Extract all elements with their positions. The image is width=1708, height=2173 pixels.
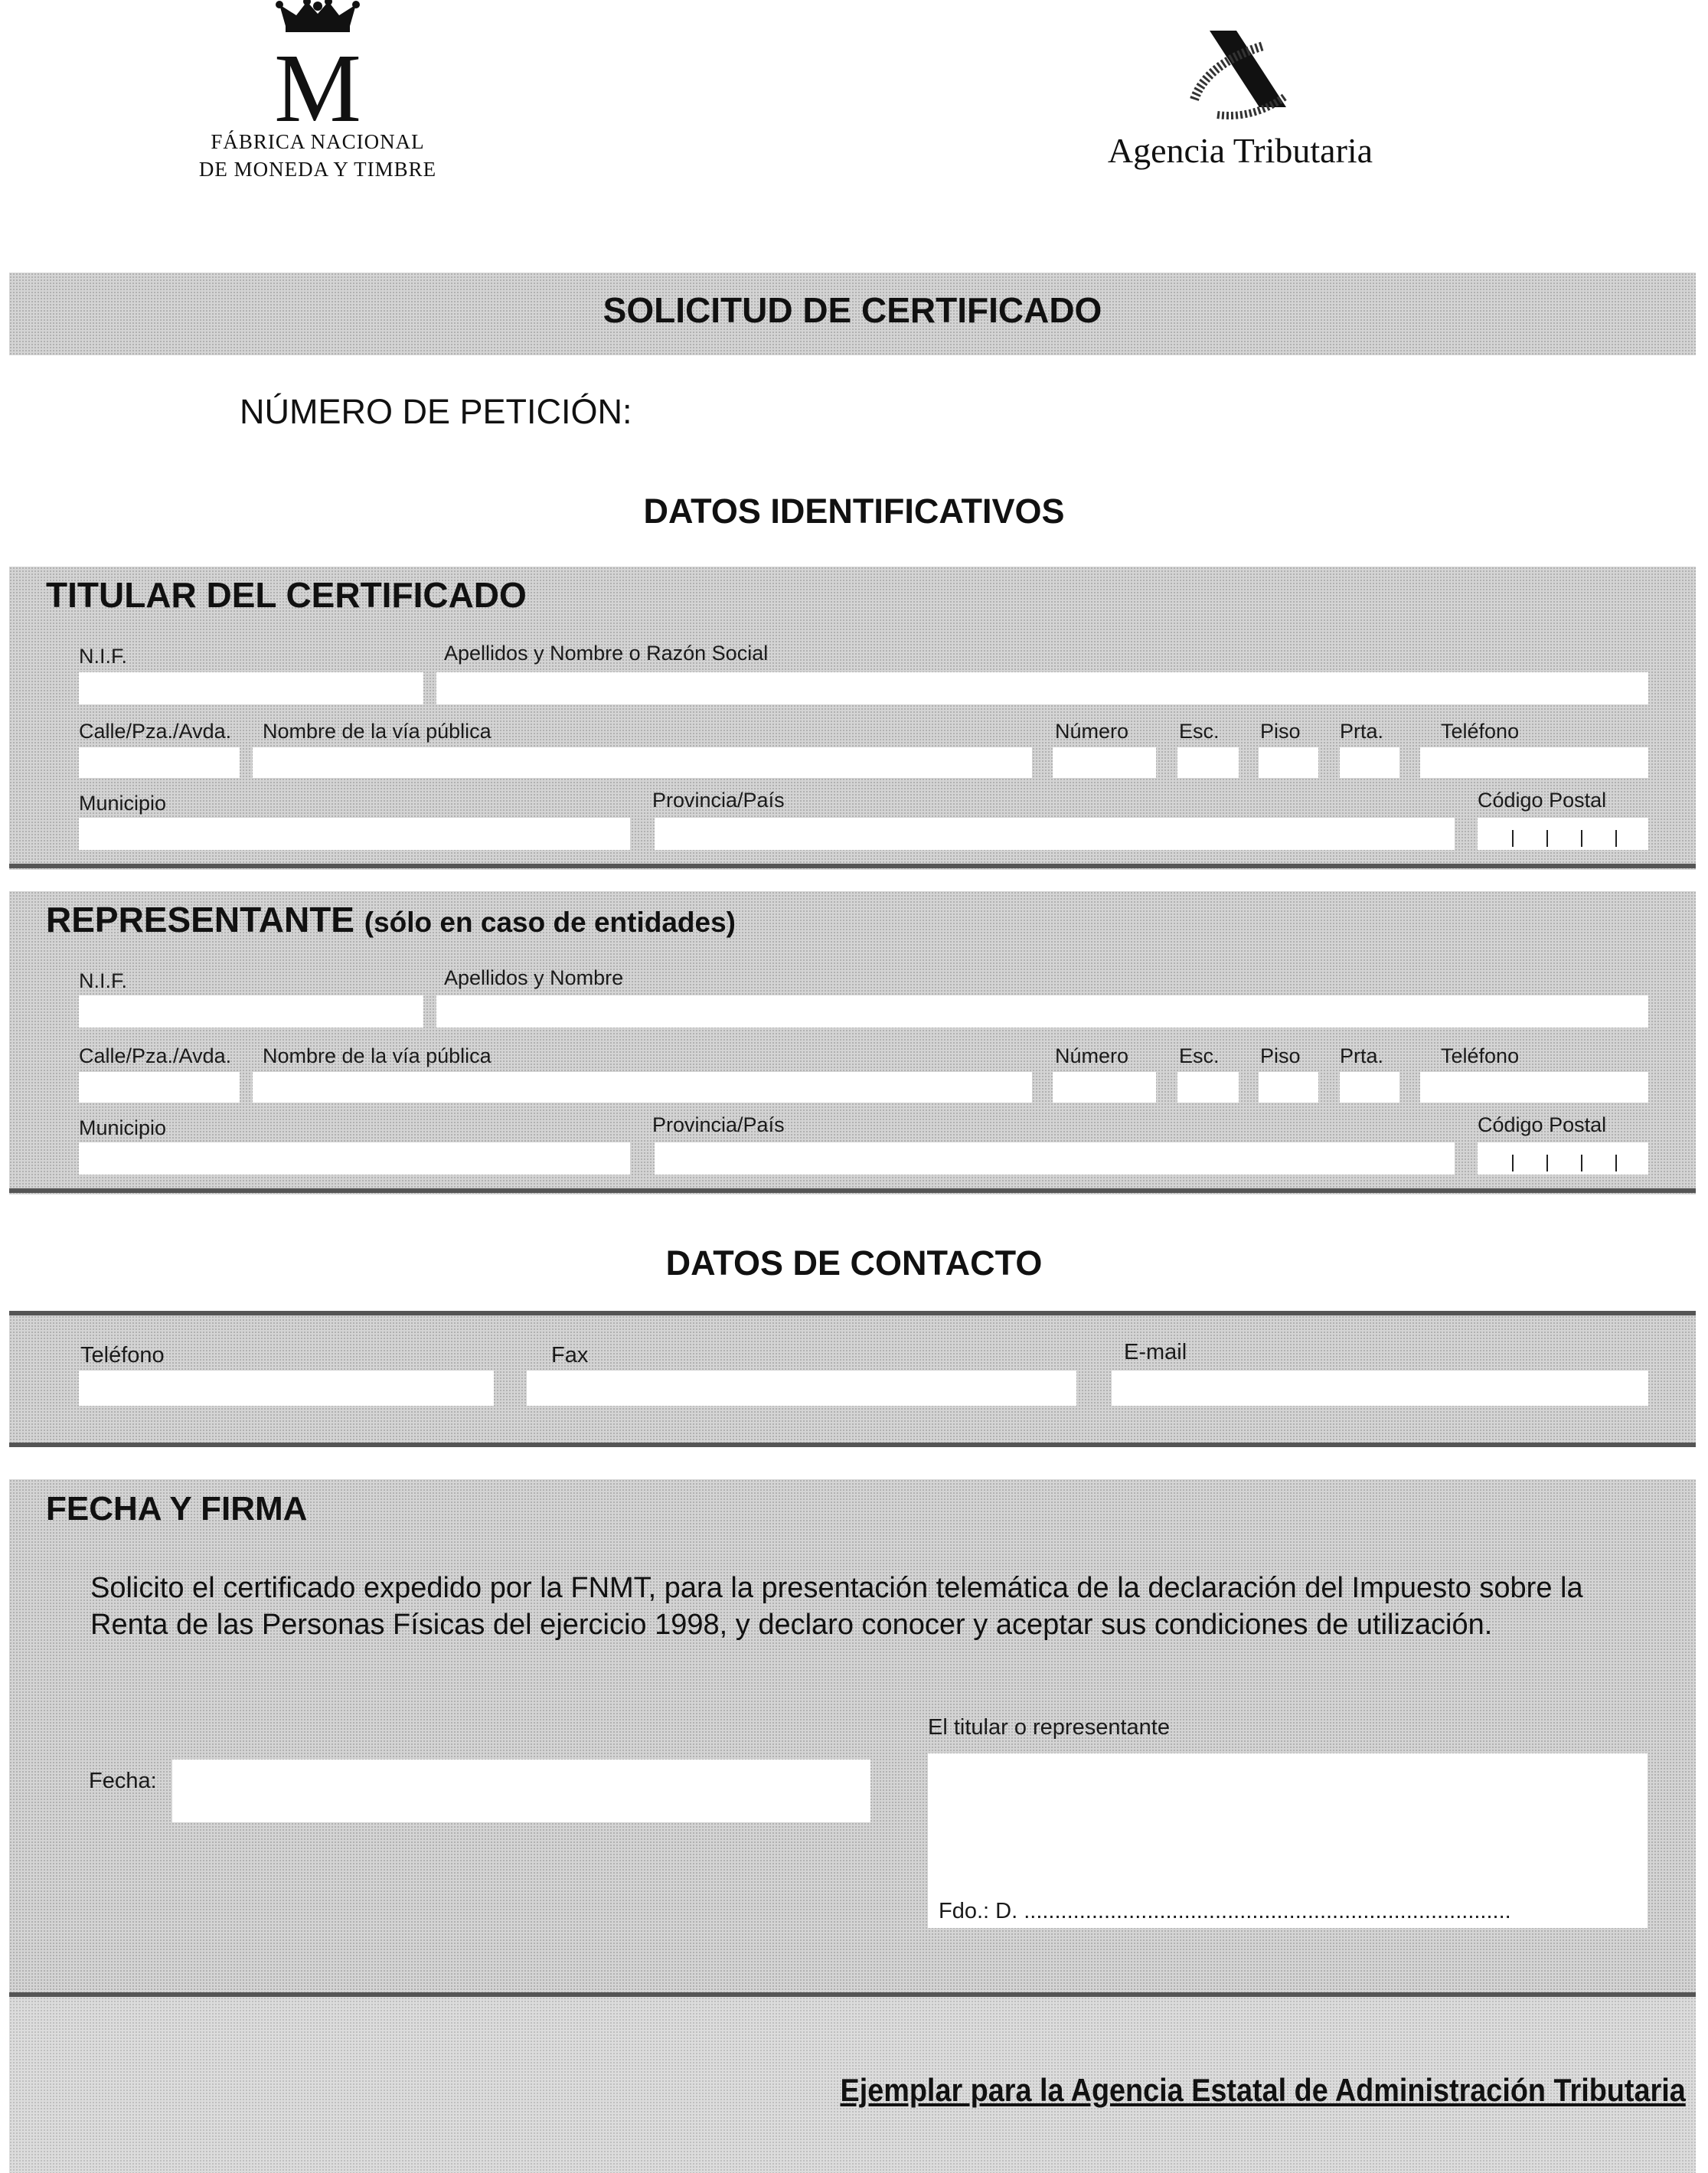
- rep-numero-label: Número: [1055, 1044, 1129, 1067]
- rep-nombre-field[interactable]: [436, 995, 1648, 1028]
- titular-via-field[interactable]: [253, 747, 1032, 778]
- contacto-bottom-rule: [9, 1443, 1696, 1447]
- fnmt-logo: [191, 0, 444, 188]
- fnmt-name-line2: DE MONEDA Y TIMBRE: [198, 158, 437, 181]
- titular-calle-field[interactable]: [79, 747, 240, 778]
- titular-bottom-rule: [9, 864, 1696, 868]
- titular-nombre-label: Apellidos y Nombre o Razón Social: [444, 642, 769, 665]
- rep-municipio-field[interactable]: [79, 1142, 630, 1175]
- datos-contacto-heading: DATOS DE CONTACTO: [665, 1243, 1043, 1283]
- titular-numero-field[interactable]: [1053, 747, 1156, 778]
- contacto-telefono-field[interactable]: [79, 1371, 494, 1406]
- titular-cp-field[interactable]: [1478, 818, 1648, 850]
- rep-numero-field[interactable]: [1053, 1072, 1156, 1103]
- aeat-name: Agencia Tributaria: [1107, 131, 1373, 170]
- rep-prta-label: Prta.: [1340, 1044, 1384, 1067]
- titular-municipio-label: Municipio: [79, 792, 167, 815]
- contacto-fax-field[interactable]: [527, 1371, 1076, 1406]
- titular-municipio-field[interactable]: [79, 818, 630, 850]
- titular-telefono-label: Teléfono: [1441, 720, 1520, 743]
- firma-fecha-field[interactable]: [172, 1760, 870, 1822]
- rep-nif-label: N.I.F.: [79, 969, 128, 992]
- datos-identificativos-heading: DATOS IDENTIFICATIVOS: [643, 492, 1065, 531]
- page-title: SOLICITUD DE CERTIFICADO: [603, 290, 1102, 330]
- rep-cp-field[interactable]: [1478, 1142, 1648, 1175]
- rep-nif-field[interactable]: [79, 995, 423, 1028]
- rep-esc-label: Esc.: [1179, 1044, 1220, 1067]
- titular-nif-label: N.I.F.: [79, 645, 128, 668]
- firma-fecha-label: Fecha:: [89, 1769, 157, 1793]
- titular-telefono-field[interactable]: [1420, 747, 1648, 778]
- contacto-fax-label: Fax: [551, 1343, 589, 1368]
- rep-telefono-label: Teléfono: [1441, 1044, 1520, 1067]
- titular-numero-label: Número: [1055, 720, 1129, 743]
- titular-provincia-label: Provincia/País: [652, 789, 785, 812]
- representante-title-main: REPRESENTANTE: [46, 900, 354, 939]
- rep-via-field[interactable]: [253, 1072, 1032, 1103]
- rep-nombre-label: Apellidos y Nombre: [444, 966, 624, 989]
- rep-piso-field[interactable]: [1259, 1072, 1318, 1103]
- titular-prta-label: Prta.: [1340, 720, 1384, 743]
- rep-provincia-field[interactable]: [655, 1142, 1455, 1175]
- titular-nombre-field[interactable]: [436, 672, 1648, 704]
- numero-peticion-label: NÚMERO DE PETICIÓN:: [240, 392, 632, 431]
- rep-esc-field[interactable]: [1177, 1072, 1239, 1103]
- titular-esc-label: Esc.: [1179, 720, 1220, 743]
- firma-fdo-label: Fdo.: D. ...............................................................................: [939, 1899, 1511, 1923]
- contacto-email-label: E-mail: [1124, 1340, 1187, 1364]
- rep-telefono-field[interactable]: [1420, 1072, 1648, 1103]
- titular-piso-label: Piso: [1260, 720, 1301, 743]
- fnmt-name-line1: FÁBRICA NACIONAL: [211, 130, 425, 153]
- representante-title: [46, 899, 736, 940]
- titular-calle-label: Calle/Pza./Avda.: [79, 720, 232, 743]
- titular-provincia-field[interactable]: [655, 818, 1455, 850]
- rep-prta-field[interactable]: [1340, 1072, 1399, 1103]
- contacto-email-field[interactable]: [1112, 1371, 1648, 1406]
- titular-nif-field[interactable]: [79, 672, 423, 704]
- rep-piso-label: Piso: [1260, 1044, 1301, 1067]
- titular-esc-field[interactable]: [1177, 747, 1239, 778]
- rep-via-label: Nombre de la vía pública: [263, 1044, 491, 1067]
- representante-subtitle: (sólo en caso de entidades): [364, 907, 736, 938]
- rep-calle-label: Calle/Pza./Avda.: [79, 1044, 232, 1067]
- aeat-emblem-icon: [1164, 23, 1317, 123]
- rep-municipio-label: Municipio: [79, 1116, 167, 1139]
- contacto-telefono-label: Teléfono: [80, 1343, 165, 1368]
- footer-ejemplar-text: Ejemplar para la Agencia Estatal de Administración Tributaria: [840, 2072, 1686, 2108]
- titular-via-label: Nombre de la vía pública: [263, 720, 491, 743]
- rep-cp-label: Código Postal: [1478, 1113, 1607, 1136]
- rep-calle-field[interactable]: [79, 1072, 240, 1103]
- firma-declaracion: Solicito el certificado expedido por la FNMT, para la presentación telemática de la declaración del Impuesto sobre la Renta de las Personas Físicas del ejercicio 1998, y declaro conocer y aceptar sus condiciones de utilización.: [90, 1572, 1583, 1641]
- aeat-logo: [1072, 23, 1409, 176]
- titular-title: TITULAR DEL CERTIFICADO: [46, 575, 527, 615]
- titular-prta-field[interactable]: [1340, 747, 1399, 778]
- crown-m-emblem-icon: [256, 0, 379, 126]
- representante-bottom-rule: [9, 1188, 1696, 1193]
- svg-text:M: M: [274, 34, 361, 126]
- firma-title: FECHA Y FIRMA: [46, 1490, 308, 1528]
- rep-provincia-label: Provincia/País: [652, 1113, 785, 1136]
- titular-piso-field[interactable]: [1259, 747, 1318, 778]
- firma-titular-label: El titular o representante: [928, 1715, 1170, 1740]
- titular-cp-label: Código Postal: [1478, 789, 1607, 812]
